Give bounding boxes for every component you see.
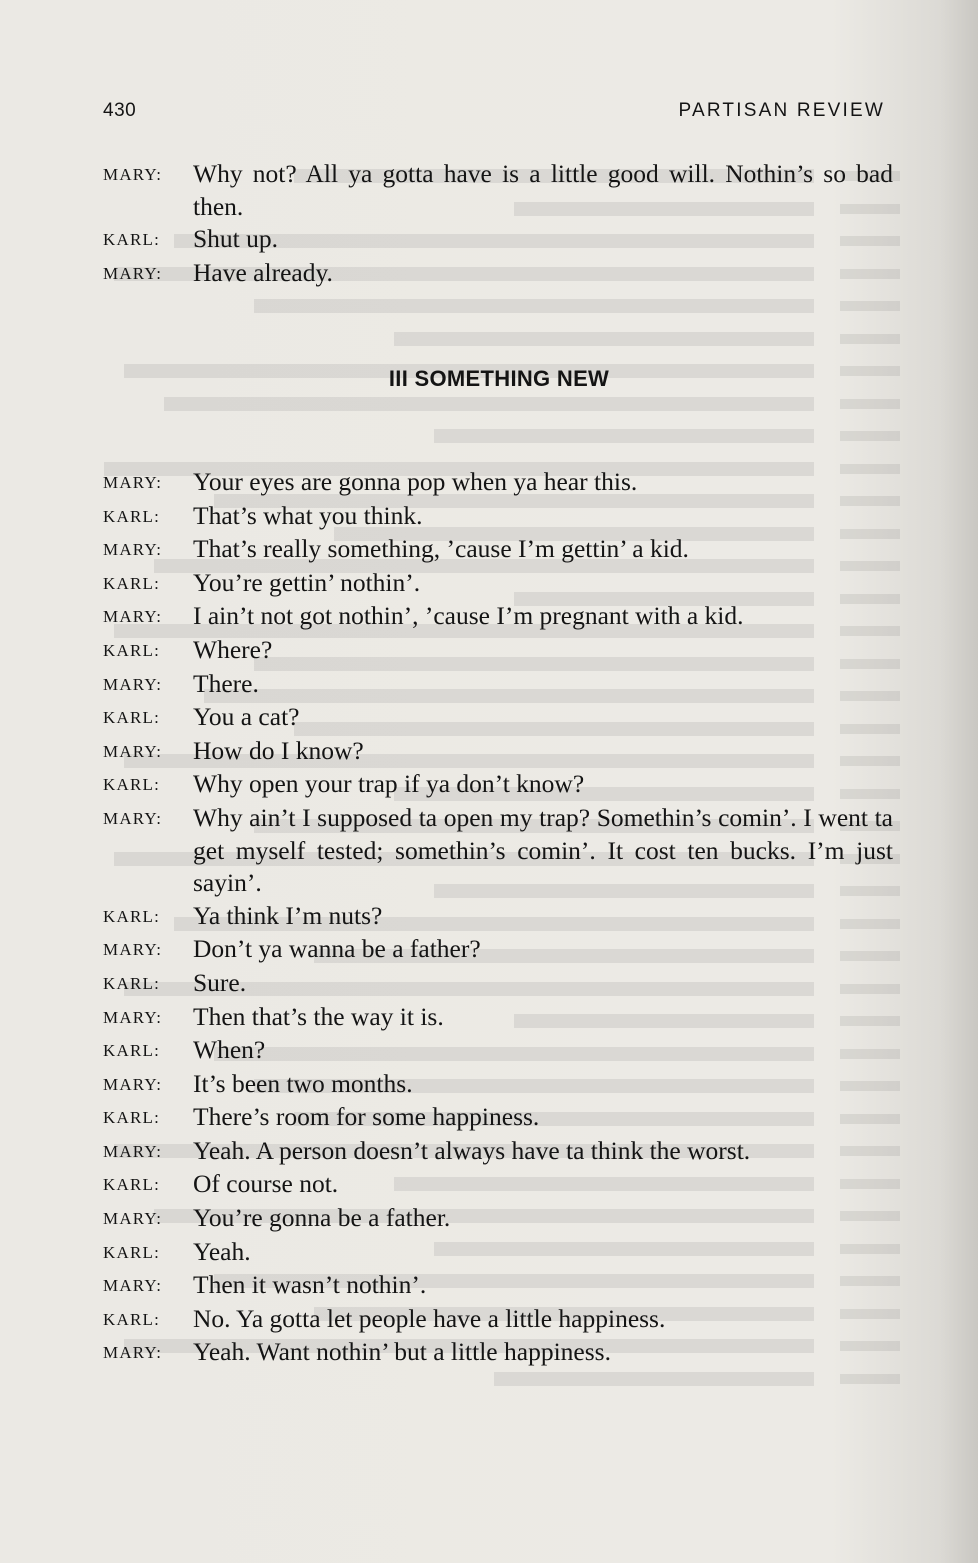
speaker-name: MARY: — [103, 1074, 163, 1094]
dialogue-line — [103, 466, 893, 500]
speech-text: No. Ya gotta let people have a little happiness. — [193, 1303, 666, 1333]
speech-text: That’s what you think. — [193, 500, 423, 530]
speech-text: Yeah. — [193, 1236, 251, 1266]
speaker-name: MARY: — [103, 940, 163, 960]
dialogue-line — [103, 1236, 893, 1270]
show-through-line — [100, 290, 900, 323]
dialogue-line — [103, 1001, 893, 1035]
speech-text: Don’t ya wanna be a father? — [193, 934, 481, 964]
speaker-name: KARL: — [103, 573, 160, 593]
running-head: PARTISAN REVIEW — [678, 100, 885, 121]
show-through-line — [100, 388, 900, 421]
speaker-name: MARY: — [103, 540, 163, 560]
dialogue-line — [103, 802, 893, 900]
speech-text: There. — [193, 668, 259, 698]
speech-text: Yeah. A person doesn’t always have ta think the worst. — [193, 1135, 751, 1165]
page-header — [103, 100, 885, 128]
speech-text: Sure. — [193, 967, 247, 997]
speech-text: Shut up. — [193, 224, 279, 254]
dialogue-line — [103, 1135, 893, 1169]
speech-text: How do I know? — [193, 735, 364, 765]
speech-text: You’re gettin’ nothin’. — [193, 567, 421, 597]
speech-text: Of course not. — [193, 1169, 339, 1199]
speaker-name: KARL: — [103, 1242, 160, 1262]
dialogue-line — [103, 1068, 893, 1102]
speech-text: You’re gonna be a father. — [193, 1203, 451, 1233]
dialogue-line — [103, 533, 893, 567]
speaker-name: KARL: — [103, 506, 160, 526]
speaker-name: MARY: — [103, 808, 163, 828]
dialogue-line — [103, 967, 893, 1001]
dialogue-line — [103, 933, 893, 967]
dialogue-line — [103, 1336, 893, 1370]
speaker-name: KARL: — [103, 1108, 160, 1128]
speech-text: Where? — [193, 634, 273, 664]
speaker-name: KARL: — [103, 1041, 160, 1061]
speaker-name: KARL: — [103, 708, 160, 728]
speaker-name: MARY: — [103, 1209, 163, 1229]
speaker-name: MARY: — [103, 473, 163, 492]
speaker-name: MARY: — [103, 741, 163, 761]
speech-text: Why open your trap if ya don’t know? — [193, 769, 585, 799]
speech-text: That’s really something, ’cause I’m gettin’ a kid. — [193, 534, 689, 564]
opening-dialogue — [103, 158, 893, 290]
dialogue-line — [103, 1202, 893, 1236]
speaker-name: KARL: — [103, 230, 160, 250]
dialogue-line — [103, 158, 893, 223]
speaker-name: KARL: — [103, 906, 160, 926]
dialogue-line — [103, 567, 893, 601]
speaker-name: KARL: — [103, 640, 160, 660]
speech-text: Then that’s the way it is. — [193, 1001, 444, 1031]
dialogue-line — [103, 1101, 893, 1135]
speech-text: Why ain’t I supposed ta open my trap? Somethin’s comin’. I went ta get myself tested; somethin’s comin’. It cost ten bucks. I’m just sayin’. — [193, 802, 893, 898]
speech-text: It’s been two months. — [193, 1068, 413, 1098]
speaker-name: KARL: — [103, 973, 160, 993]
speech-text: I ain’t not got nothin’, ’cause I’m pregnant with a kid. — [193, 601, 744, 631]
speech-text: You a cat? — [193, 702, 300, 732]
speech-text: Ya think I’m nuts? — [193, 900, 383, 930]
speaker-name: MARY: — [103, 1343, 163, 1363]
speaker-name: MARY: — [103, 165, 163, 184]
speech-text: Your eyes are gonna pop when ya hear this. — [193, 467, 638, 496]
dialogue-line — [103, 1034, 893, 1068]
speaker-name: MARY: — [103, 1007, 163, 1027]
dialogue-line — [103, 1303, 893, 1337]
dialogue-line — [103, 768, 893, 802]
dialogue-line — [103, 701, 893, 735]
dialogue-line — [103, 1168, 893, 1202]
speech-text: Why not? All ya gotta have is a little good will. Nothin’s so bad then. — [193, 159, 893, 221]
page-number: 430 — [103, 100, 137, 121]
show-through-line — [100, 323, 900, 356]
dialogue-line — [103, 257, 893, 291]
dialogue-line — [103, 1269, 893, 1303]
section-title: III SOMETHING NEW — [388, 366, 610, 391]
dialogue-line — [103, 223, 893, 257]
speaker-name: MARY: — [103, 263, 163, 283]
dialogue-line — [103, 668, 893, 702]
speech-text: There’s room for some happiness. — [193, 1102, 540, 1132]
speech-text: Yeah. Want nothin’ but a little happiness. — [193, 1337, 611, 1367]
dialogue-line — [103, 634, 893, 668]
speaker-name: KARL: — [103, 1309, 160, 1329]
speaker-name: MARY: — [103, 674, 163, 694]
main-dialogue — [103, 466, 893, 1370]
dialogue-line — [103, 735, 893, 769]
speech-text: When? — [193, 1035, 266, 1065]
speaker-name: KARL: — [103, 775, 160, 795]
speaker-name: MARY: — [103, 1141, 163, 1161]
speaker-name: KARL: — [103, 1175, 160, 1195]
speech-text: Have already. — [193, 257, 333, 287]
dialogue-line — [103, 600, 893, 634]
speech-text: Then it wasn’t nothin’. — [193, 1270, 427, 1300]
dialogue-line — [103, 900, 893, 934]
speaker-name: MARY: — [103, 607, 163, 627]
speaker-name: MARY: — [103, 1276, 163, 1296]
dialogue-line — [103, 500, 893, 534]
show-through-line — [100, 420, 900, 453]
